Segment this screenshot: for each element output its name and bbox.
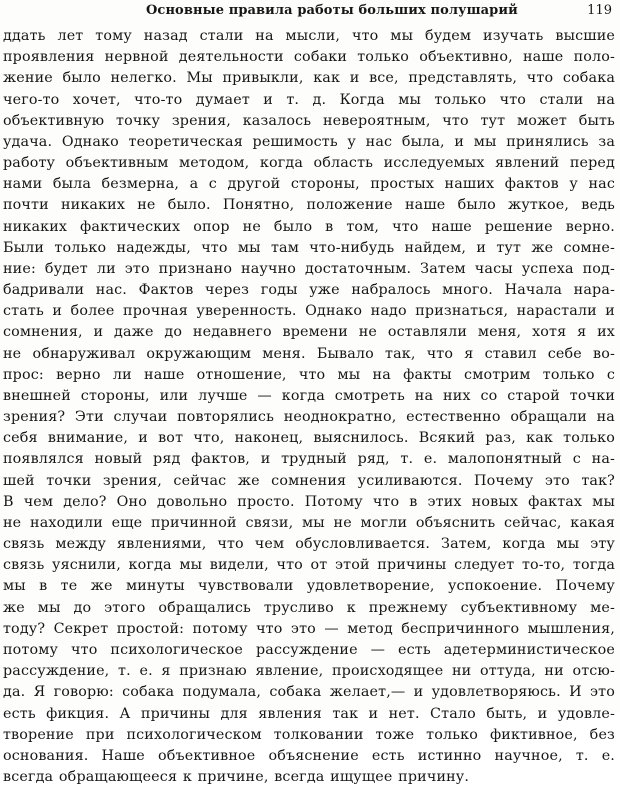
text-line: стать и более прочная уверенность. Однако надо признаться, нарастали и bbox=[3, 303, 615, 320]
text-line: ние: будет ли это признано научно достаточным. Затем часы успеха под- bbox=[3, 260, 615, 277]
page-number: 119 bbox=[587, 3, 612, 18]
text-line: всегда обращающееся к причине, всегда ищущее причину. bbox=[3, 769, 470, 786]
text-line: В чем дело? Оно довольно просто. Потому что в этих новых фактах мы bbox=[3, 493, 615, 510]
text-line: связь уяснили, когда мы видели, что от этой причины следует то-то, тогда bbox=[3, 557, 615, 574]
text-line: основания. Наше объективное объяснение есть истинно научное, т. е. bbox=[3, 747, 615, 764]
text-line: жение было нелегко. Мы привыкли, как и все, представлять, что собака bbox=[3, 70, 615, 87]
text-line: проявления нервной деятельности собаки только объективно, наше поло- bbox=[3, 49, 615, 66]
text-line: никаких фактических опор не было в том, что наше решение верно. bbox=[3, 218, 615, 235]
text-line: не находили еще причинной связи, мы не могли объяснить сейчас, какая bbox=[3, 514, 615, 531]
text-line: мы в те же минуты чувствовали удовлетворение, успокоение. Почему bbox=[3, 578, 615, 595]
text-line: зрения? Эти случаи повторялись неоднократно, естественно обращали на bbox=[3, 409, 615, 426]
running-title: Основные правила работы больших полушарий bbox=[146, 3, 518, 18]
text-line: ддать лет тому назад стали на мысли, что мы будем изучать высшие bbox=[3, 28, 615, 44]
text-line: появлялся новый ряд фактов, и трудный ряд, т. е. малопонятный с на- bbox=[3, 451, 615, 468]
text-line: потому что психологическое рассуждение — есть адетерминистическое bbox=[3, 641, 615, 658]
text-line: почти никаких не было. Понятно, положение наше было жуткое, ведь bbox=[3, 197, 615, 214]
running-header bbox=[0, 0, 620, 24]
text-line: бадривали нас. Фактов через годы уже набралось много. Начала нара- bbox=[3, 282, 615, 299]
text-line: сомнения, и даже до недавнего времени не оставляли меня, хотя я их bbox=[3, 324, 615, 341]
text-line: нами была безмерна, а с другой стороны, простых наших фактов у нас bbox=[3, 176, 615, 193]
text-line: прос: верно ли наше отношение, что мы на факты смотрим только с bbox=[3, 366, 615, 383]
text-line: да. Я говорю: собака подумала, собака желает,— и удовлетворяюсь. И это bbox=[3, 684, 615, 701]
text-line: рассуждение, т. е. я признаю явление, происходящее ни оттуда, ни отсю- bbox=[3, 663, 615, 680]
text-line: же мы до этого обращались трусливо к прежнему субъективному ме- bbox=[3, 599, 615, 616]
text-line: творение при психологическом толковании тоже только фиктивное, без bbox=[3, 726, 615, 743]
text-line: чего-то хочет, что-то думает и т. д. Когда мы только что стали на bbox=[3, 91, 615, 108]
text-line: Были только надежды, что мы там что-нибудь найдем, и тут же сомне- bbox=[3, 239, 615, 256]
text-line: не обнаруживал окружающим меня. Бывало так, что я ставил себе во- bbox=[3, 345, 615, 362]
text-line: связь между явлениями, что чем обусловливается. Затем, когда мы эту bbox=[3, 536, 615, 553]
text-line: шей точки зрения, сейчас же сомнения усиливаются. Почему это так? bbox=[3, 472, 615, 489]
text-line: объективную точку зрения, казалось невероятным, что тут может быть bbox=[3, 112, 615, 129]
text-line: тоду? Секрет простой: потому что это — метод беспричинного мышления, bbox=[3, 620, 615, 637]
text-line: себя внимание, и вот что, наконец, выяснилось. Всякий раз, как только bbox=[3, 430, 615, 447]
text-line: удача. Однако теоретическая решимость у нас была, и мы принялись за bbox=[3, 133, 615, 150]
text-line: есть фикция. А причины для явления так и нет. Стало быть, и удовле- bbox=[3, 705, 615, 722]
text-line: работу объективным методом, когда область исследуемых явлений перед bbox=[3, 155, 615, 172]
text-line: внешней стороны, или лучше — когда смотреть на них со старой точки bbox=[3, 387, 615, 404]
body-text bbox=[3, 26, 615, 788]
